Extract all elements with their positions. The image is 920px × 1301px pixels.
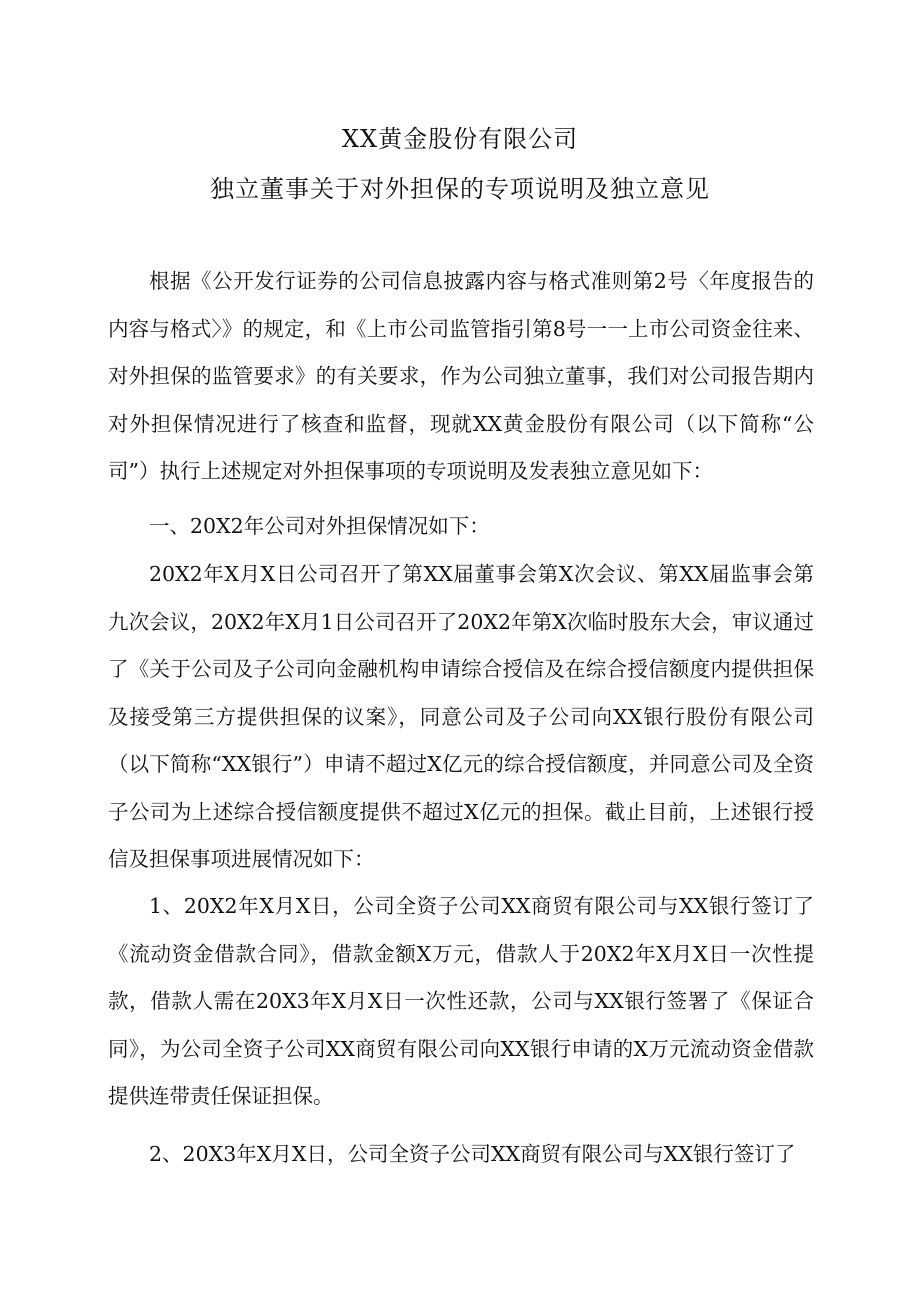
paragraph-item-1: 1、20X2年X月X日，公司全资子公司XX商贸有限公司与XX银行签订了《流动资金借款合同》，借款金额X万元，借款人于20X2年X月X日一次性提款，借款人需在20X3年X月X日一次性还款，公司与XX银行签署了《保证合同》，为公司全资子公司XX商贸有限公司向XX银行申请的X万元流动资金借款提供连带责任保证担保。 (108, 894, 814, 1108)
paragraph-item-2: 2、20X3年X月X日，公司全资子公司XX商贸有限公司与XX银行签订了 (149, 1142, 796, 1166)
paragraph-section-heading: 一、20X2年公司对外担保情况如下： (149, 514, 490, 538)
paragraph-meeting-approval: 20X2年X月X日公司召开了第XX届董事会第X次会议、第XX届监事会第九次会议，20X2年X月1日公司召开了20X2年第X次临时股东大会，审议通过了《关于公司及子公司向金融机构申请综合授信及在综合授信额度内提供担保及接受第三方提供担保的议案》，同意公司及子公司向XX银行股份有限公司（以下简称“XX银行”）申请不超过X亿元的综合授信额度，并同意公司及全资子公司为上述综合授信额度提供不超过X亿元的担保。截止目前，上述银行授信及担保事项进展情况如下： (108, 562, 814, 871)
document-title-subject: 独立董事关于对外担保的专项说明及独立意见 (210, 175, 710, 203)
paragraph-intro: 根据《公开发行证券的公司信息披露内容与格式准则第2号〈年度报告的内容与格式〉》的规定，和《上市公司监管指引第8号一一上市公司资金往来、对外担保的监管要求》的有关要求，作为公司独立董事，我们对公司报告期内对外担保情况进行了核查和监督，现就XX黄金股份有限公司（以下简称“公司”）执行上述规定对外担保事项的专项说明及发表独立意见如下： (108, 269, 814, 483)
document-title-company: XX黄金股份有限公司 (341, 125, 579, 153)
